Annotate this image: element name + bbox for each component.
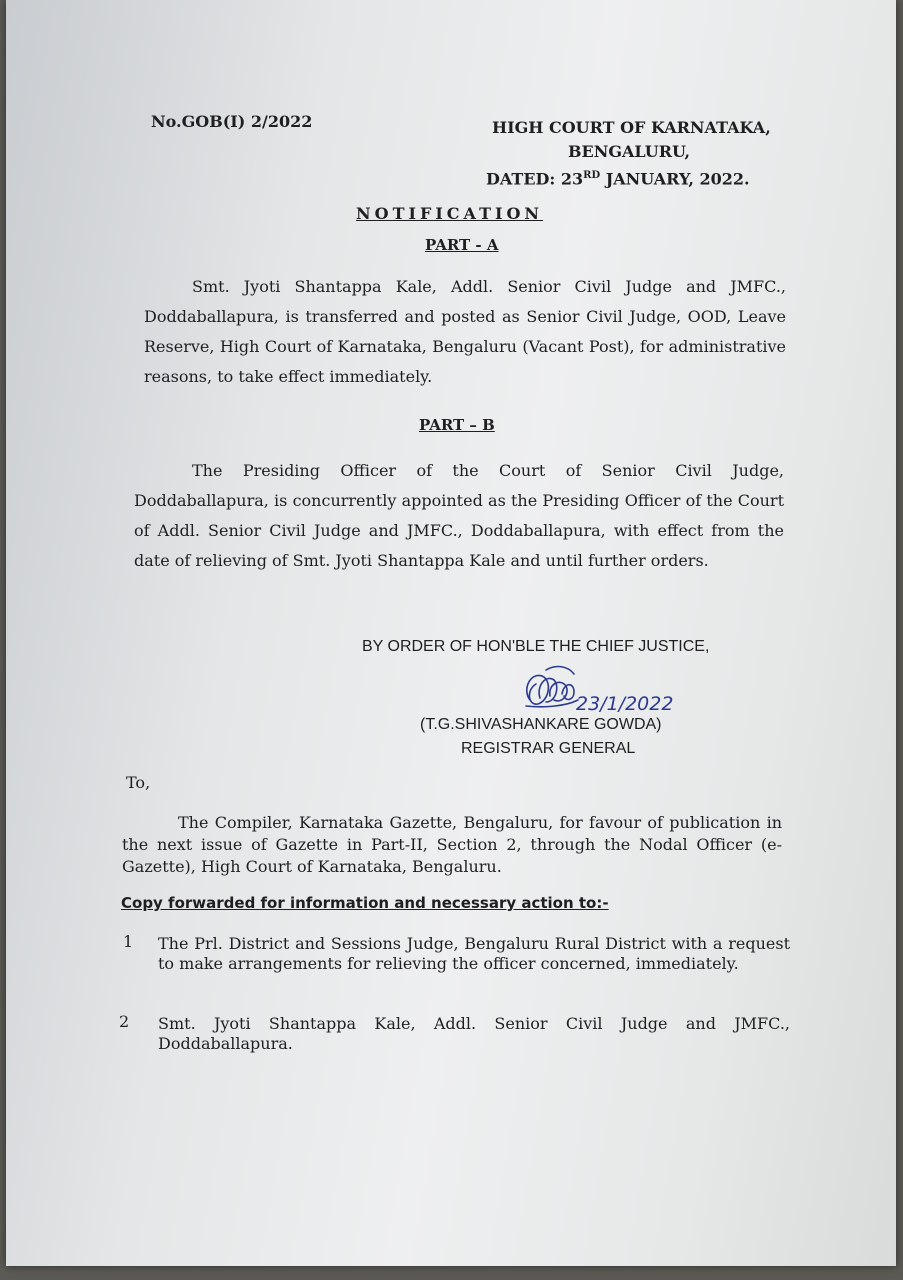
part-b-paragraph: The Presiding Officer of the Court of Senior Civil Judge, Doddaballapura, is concurrently appointed as the Presiding Officer of the Court of Addl. Senior Civil Judge and JMFC., Doddaballapura, with effect from the date of relieving of Smt. Jyoti Shantappa Kale and until further orders.	[134, 461, 784, 570]
copy-forwarded-heading: Copy forwarded for information and necessary action to:-	[121, 894, 609, 912]
part-b-heading: PART – B	[419, 416, 495, 434]
list-item-number: 2	[119, 1012, 130, 1031]
court-city: BENGALURU,	[568, 142, 691, 161]
handwritten-date: 23/1/2022	[576, 693, 674, 715]
list-item-number: 1	[123, 932, 134, 951]
list-item: Smt. Jyoti Shantappa Kale, Addl. Senior Civil Judge and JMFC., Doddaballapura.	[158, 1014, 790, 1053]
reference-number: No.GOB(I) 2/2022	[151, 112, 313, 131]
court-name: HIGH COURT OF KARNATAKA,	[492, 118, 771, 137]
list-item: The Prl. District and Sessions Judge, Bengaluru Rural District with a request to make arrangements for relieving the officer concerned, immediately.	[158, 934, 790, 973]
part-a-heading: PART - A	[425, 236, 499, 254]
notification-date: DATED: 23RD JANUARY, 2022.	[486, 169, 750, 189]
document-page	[6, 0, 896, 1266]
to-label: To,	[126, 773, 151, 792]
court-header	[486, 116, 796, 191]
signatory-designation: REGISTRAR GENERAL	[461, 740, 636, 757]
signatory-name: (T.G.SHIVASHANKARE GOWDA)	[420, 716, 662, 733]
notification-title: NOTIFICATION	[356, 204, 544, 223]
part-a-paragraph: Smt. Jyoti Shantappa Kale, Addl. Senior Civil Judge and JMFC., Doddaballapura, is transferred and posted as Senior Civil Judge, OOD, Leave Reserve, High Court of Karnataka, Bengaluru (Vacant Post), for administrative reasons, to take effect immediately.	[144, 277, 786, 386]
by-order-line: BY ORDER OF HON'BLE THE CHIEF JUSTICE,	[362, 638, 710, 655]
compiler-paragraph: The Compiler, Karnataka Gazette, Bengaluru, for favour of publication in the next issue of Gazette in Part-II, Section 2, through the Nodal Officer (e-Gazette), High Court of Karnataka, Bengaluru.	[122, 813, 782, 876]
